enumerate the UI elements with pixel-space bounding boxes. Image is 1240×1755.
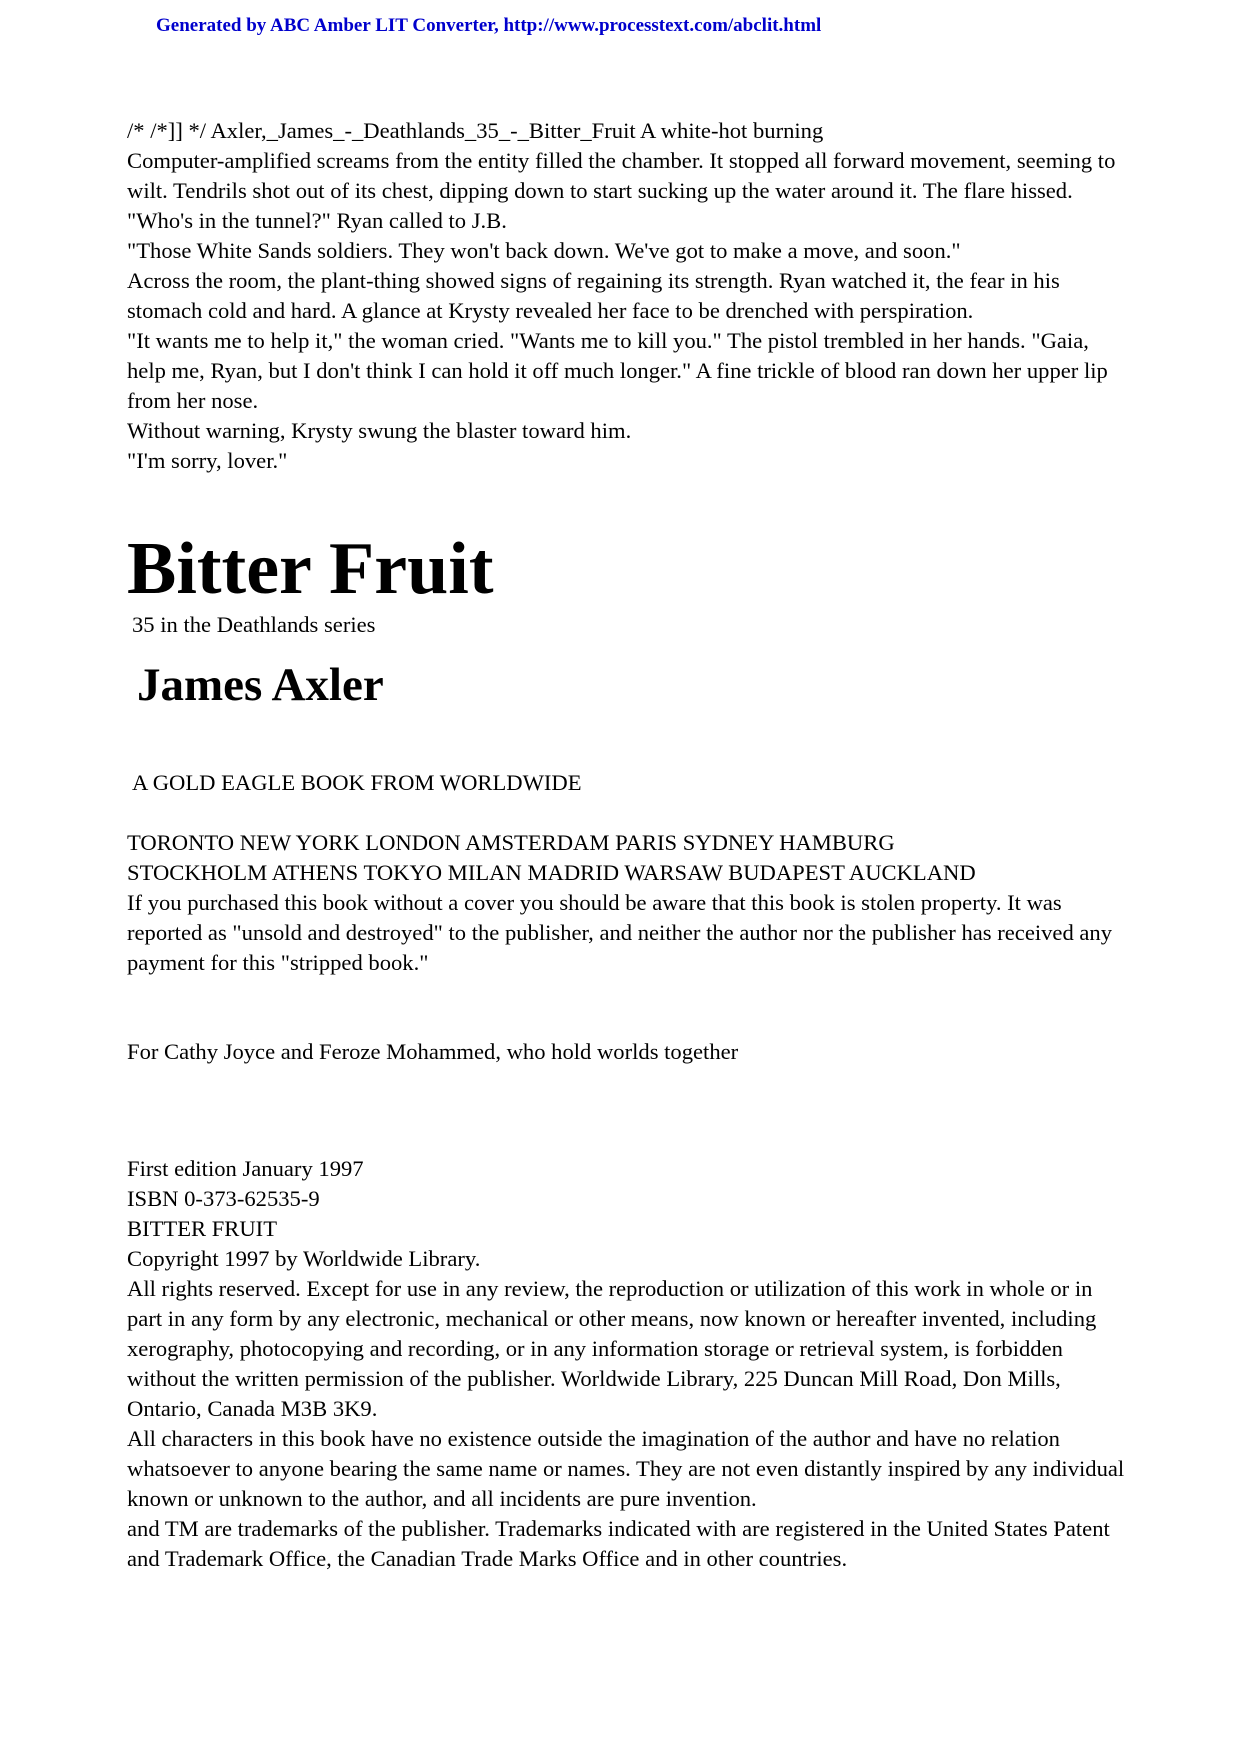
- author-name: James Axler: [137, 659, 384, 711]
- publisher-line: A GOLD EAGLE BOOK FROM WORLDWIDE: [132, 770, 582, 795]
- excerpt-paragraph: /* /*]] */ Axler,_James_-_Deathlands_35_-_Bitter_Fruit A white-hot burning: [127, 118, 824, 143]
- trademark-notice: and TM are trademarks of the publisher. Trademarks indicated with are registered in the United States Patent and Trademark Office, the Canadian Trade Marks Office and in other countries.: [127, 1516, 1110, 1571]
- excerpt-paragraph: "It wants me to help it," the woman cried. "Wants me to kill you." The pistol trembled in her hands. "Gaia, help me, Ryan, but I don't think I can hold it off much longer." A fine trickle of blood ran down her upper lip from her nose.: [127, 328, 1108, 413]
- book-title-caps: BITTER FRUIT: [127, 1216, 277, 1241]
- excerpt-paragraph: "Who's in the tunnel?" Ryan called to J.B.: [127, 208, 507, 233]
- rights-paragraph: All rights reserved. Except for use in any review, the reproduction or utilization of this work in whole or in part in any form by any electronic, mechanical or other means, now known or hereafter invented, including xerography, photocopying and recording, or in any information storage or retrieval system, is forbidden without the written permission of the publisher. Worldwide Library, 225 Duncan Mill Road, Don Mills, Ontario, Canada M3B 3K9.: [127, 1276, 1097, 1421]
- excerpt-paragraph: Across the room, the plant-thing showed signs of regaining its strength. Ryan watched it, the fear in his stomach cold and hard. A glance at Krysty revealed her face to be drenched with perspiration.: [127, 268, 1060, 323]
- cities-line: TORONTO NEW YORK LONDON AMSTERDAM PARIS SYDNEY HAMBURG: [127, 830, 895, 855]
- generator-link[interactable]: Generated by ABC Amber LIT Converter, http://www.processtext.com/abclit.html: [156, 15, 822, 36]
- excerpt: [127, 116, 1127, 476]
- isbn-line: ISBN 0-373-62535-9: [127, 1186, 320, 1211]
- excerpt-paragraph: "Those White Sands soldiers. They won't back down. We've got to make a move, and soon.": [127, 238, 961, 263]
- document-body: [127, 116, 1127, 1574]
- book-title: Bitter Fruit: [127, 528, 494, 610]
- fiction-notice: All characters in this book have no existence outside the imagination of the author and have no relation whatsoever to anyone bearing the same name or names. They are not even distantly inspired by any individual known or unknown to the author, and all incidents are pure invention.: [127, 1426, 1125, 1511]
- excerpt-paragraph: Computer-amplified screams from the entity filled the chamber. It stopped all forward movement, seeming to wilt. Tendrils shot out of its chest, dipping down to start sucking up the water around it. The flare hissed.: [127, 148, 1116, 203]
- excerpt-paragraph: Without warning, Krysty swung the blaster toward him.: [127, 418, 632, 443]
- stripped-book-notice: If you purchased this book without a cover you should be aware that this book is stolen property. It was reported as "unsold and destroyed" to the publisher, and neither the author nor the publisher has received any payment for this "stripped book.": [127, 890, 1113, 975]
- edition-line: First edition January 1997: [127, 1156, 364, 1181]
- excerpt-paragraph: "I'm sorry, lover.": [127, 448, 288, 473]
- dedication: For Cathy Joyce and Feroze Mohammed, who hold worlds together: [127, 1039, 739, 1064]
- series-line: 35 in the Deathlands series: [132, 612, 376, 637]
- cities-line: STOCKHOLM ATHENS TOKYO MILAN MADRID WARSAW BUDAPEST AUCKLAND: [127, 860, 976, 885]
- copyright-line: Copyright 1997 by Worldwide Library.: [127, 1246, 481, 1271]
